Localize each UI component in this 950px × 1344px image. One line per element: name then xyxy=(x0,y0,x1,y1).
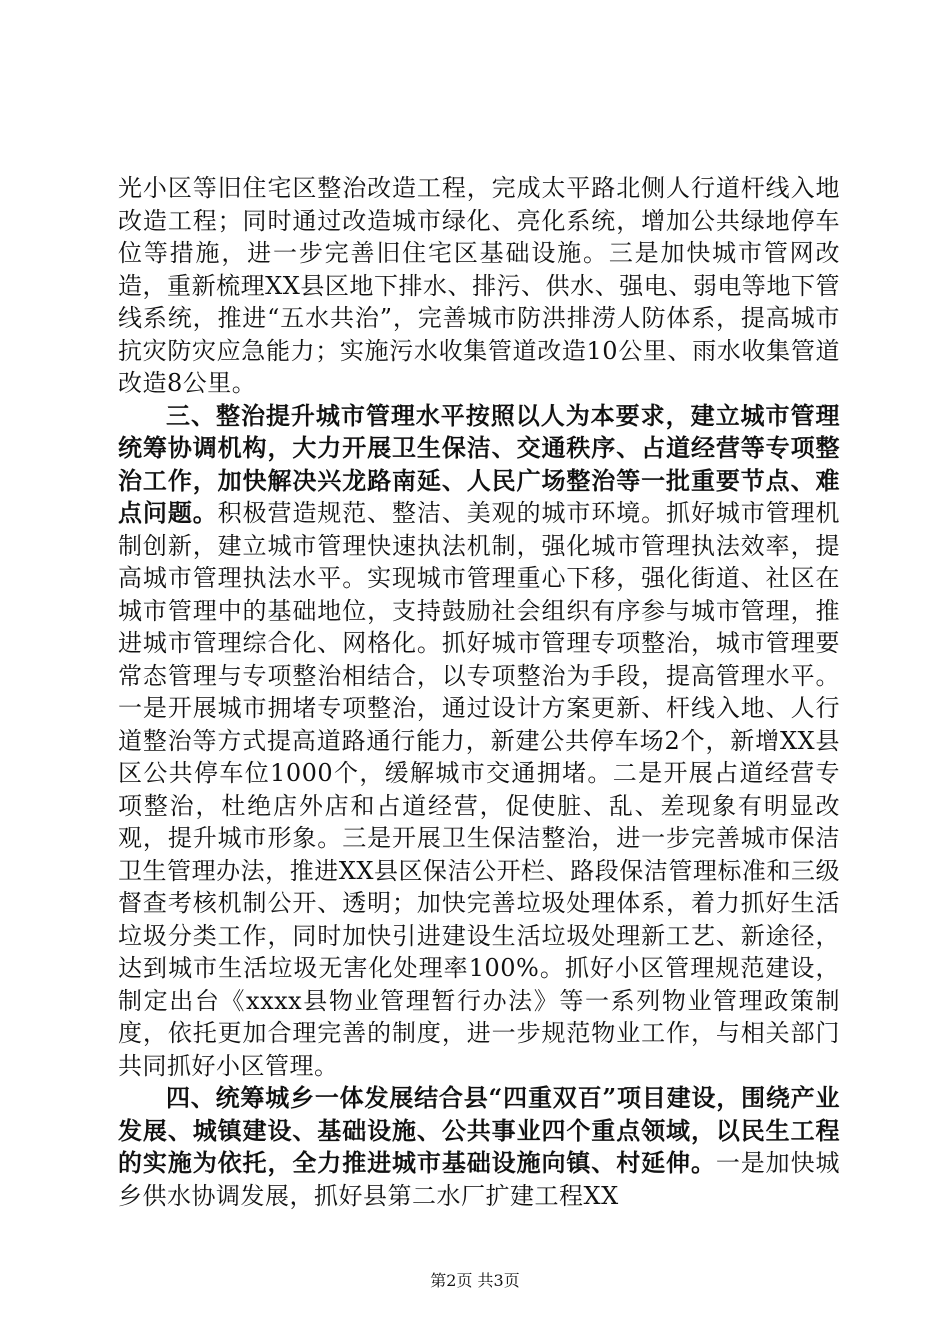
paragraph-2 xyxy=(118,400,840,1083)
paragraph-3-text: 一是加快城乡供水协调发展，抓好县第二水厂扩建工程XX xyxy=(118,1149,841,1210)
paragraph-3 xyxy=(118,1082,840,1212)
document-body xyxy=(118,172,840,1212)
paragraph-2-text: 积极营造规范、整洁、美观的城市环境。抓好城市管理机制创新，建立城市管理快速执法机制，强化城市管理执法效率，提高城市管理执法水平。实现城市管理重心下移，强化街道、社区在城市管理中的基础地位，支持鼓励社会组织有序参与城市管理，推进城市管理综合化、网格化。抓好城市管理专项整治，城市管理要常态管理与专项整治相结合，以专项整治为手段，提高管理水平。一是开展城市拥堵专项整治，通过设计方案更新、杆线入地、人行道整治等方式提高道路通行能力，新建公共停车场2个，新增XX县区公共停车位1000个，缓解城市交通拥堵。二是开展占道经营专项整治，杜绝店外店和占道经营，促使脏、乱、差现象有明显改观，提升城市形象。三是开展卫生保洁整治，进一步完善城市保洁卫生管理办法，推进XX县区保洁公开栏、路段保洁管理标准和三级督查考核机制公开、透明；加快完善垃圾处理体系，着力抓好生活垃圾分类工作，同时加快引进建设生活垃圾处理新工艺、新途径，达到城市生活垃圾无害化处理率100%。抓好小区管理规范建设，制定出台《xxxx县物业管理暂行办法》等一系列物业管理政策制度，依托更加合理完善的制度，进一步规范物业工作，与相关部门共同抓好小区管理。 xyxy=(118,499,841,1080)
page-number-footer: 第2页 共3页 xyxy=(430,1271,520,1290)
paragraph-3-heading: 四、统筹城乡一体发展结合县“四重双百”项目建设，围绕产业发展、城镇建设、基础设施、公共事业四个重点领域，以民生工程的实施为依托，全力推进城市基础设施向镇、村延伸。 xyxy=(118,1083,840,1177)
paragraph-1 xyxy=(118,172,840,400)
paragraph-2-heading: 三、整治提升城市管理水平按照以人为本要求，建立城市管理统筹协调机构，大力开展卫生保洁、交通秩序、占道经营等专项整治工作，加快解决兴龙路南延、人民广场整治等一批重要节点、难点问题。 xyxy=(118,400,840,527)
paragraph-1-text: 光小区等旧住宅区整治改造工程，完成太平路北侧人行道杆线入地改造工程；同时通过改造城市绿化、亮化系统，增加公共绿地停车位等措施，进一步完善旧住宅区基础设施。三是加快城市管网改造，重新梳理XX县区地下排水、排污、供水、强电、弱电等地下管线系统，推进“五水共治”，完善城市防洪排涝人防体系，提高城市抗灾防灾应急能力；实施污水收集管道改造10公里、雨水收集管道改造8公里。 xyxy=(118,174,840,397)
